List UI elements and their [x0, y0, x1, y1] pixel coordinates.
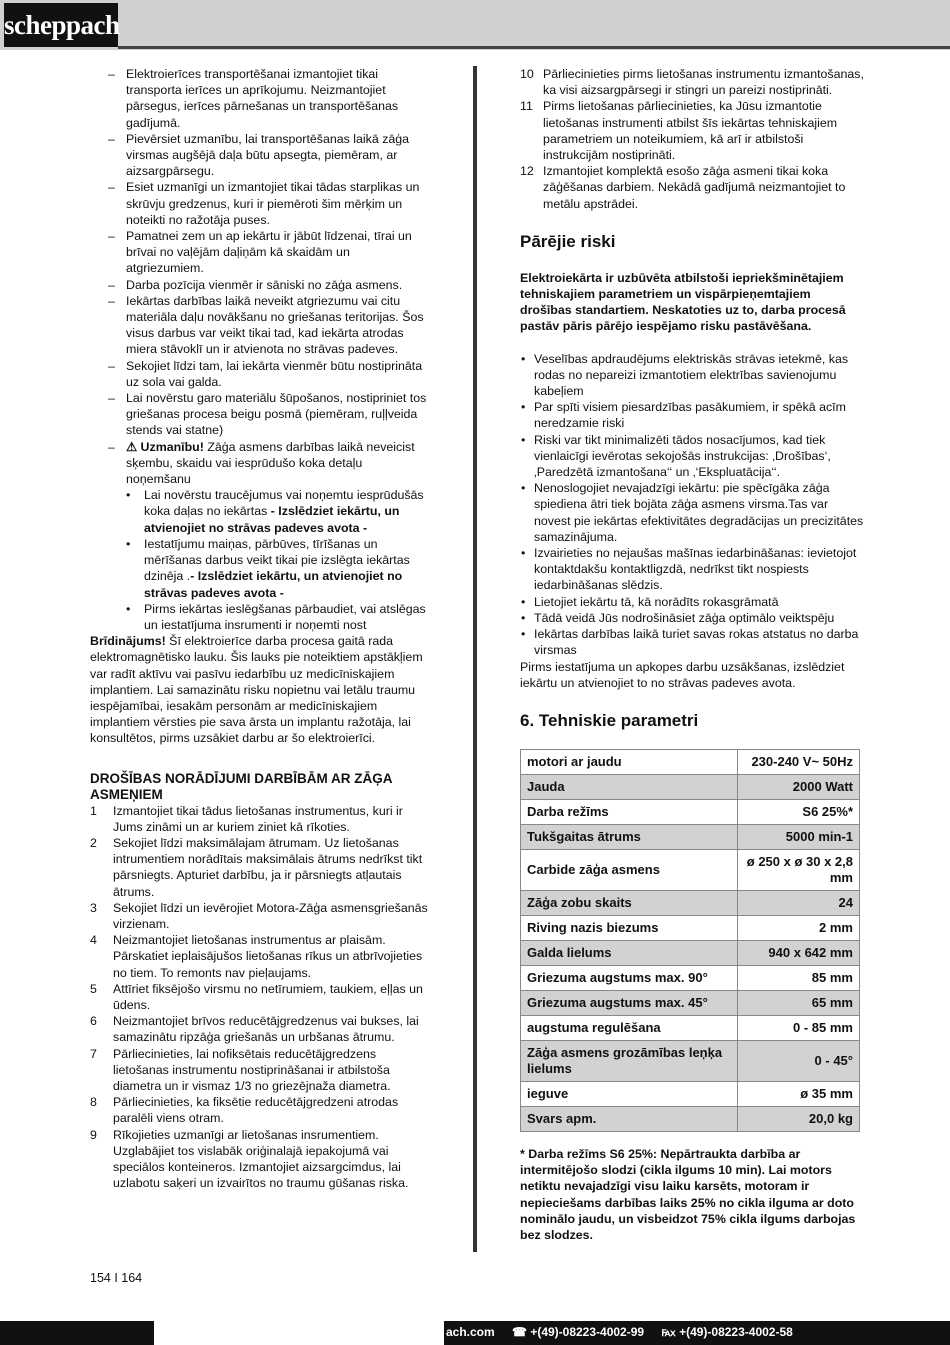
list-item: • Izvairieties no nejaušas mašīnas iedarbināšanas: ievietojot kontaktdakšu kontaktligzdā, nedrīkst tikt nospiests iedarbināšanas slēdzis. [520, 545, 865, 594]
list-item: – Pievērsiet uzmanību, lai transportēšanas laikā zāģa virsmas augšējā daļa būtu apsegta, piemēram, ar aizsargpārsegu. [90, 131, 430, 180]
spec-value: 2 mm [737, 915, 859, 940]
spec-value: 65 mm [737, 990, 859, 1015]
item-number: 9 [90, 1127, 97, 1142]
footer-gap [154, 1321, 444, 1345]
table-row [521, 799, 860, 824]
item-number: 3 [90, 900, 97, 915]
list-item: – Esiet uzmanīgi un izmantojiet tikai tādas starplikas un skrūvju gredzenus, kuri ir piemēroti šim mērķim un noteikti no ražotāja puses. [90, 179, 430, 228]
caution-paragraph [90, 633, 430, 746]
list-item [520, 163, 865, 212]
item-text: Izmantojiet komplektā esošo zāģa asmeni tikai koka zāģēšanas darbiem. Nekādā gadījumā neizmantojiet to metālu apstrādei. [543, 164, 846, 211]
list-item [520, 66, 865, 98]
residual-risks-heading: Pārējie riski [520, 231, 616, 251]
table-row [521, 965, 860, 990]
spec-value: 940 x 642 mm [737, 940, 859, 965]
closing-paragraph: Pirms iestatījuma un apkopes darbu uzsākšanas, izslēdziet iekārtu un atvienojiet to no strāvas padeves avota. [520, 659, 845, 690]
warning-text: Zāģa asmens darbības laikā neveicist sķembu, skaidu vai iesprūdušo koka detaļu noņemšanu [126, 439, 415, 487]
warning-sub-list [126, 487, 430, 633]
list-item: • Riski var tikt minimalizēti tādos nosacījumos, kad tiek vienlaicīgi ievērotas sekojošās instrukcijas: ‚Drošības‘, ‚Paredzētā izmantošana‘‘ un ‚‘Ekspluatācija‘‘. [520, 432, 865, 481]
sub-text: Iestatījumu maiņas, pārbūves, tīrīšanas un mērīšanas darbus veikt tikai pie izslēgta iekārtas dzinēja . [144, 536, 410, 584]
list-item [90, 803, 430, 835]
numbered-list [90, 803, 430, 1192]
column-divider [473, 66, 477, 1252]
risk-list [520, 351, 865, 659]
list-item [90, 981, 430, 1013]
sub-bold: - Izslēdziet iekārtu, un atvienojiet no strāvas padeves avota - [144, 569, 403, 600]
item-text: Neizmantojiet lietošanas instrumentus ar plaisām. Pārskatiet ieplaisājušos lietošanas rīkus un atbrīvojieties no tiem. To remonts nav pieļaujams. [113, 933, 423, 980]
item-text: Pirms lietošanas pārliecinieties, ka Jūsu izmantotie lietošanas instrumenti atbilst šīs iekārtas tehniskajiem parametriem un noteikumiem, kā arī ir atbilstoši instrukcijām nostiprināti. [543, 99, 838, 163]
warning-item [90, 439, 430, 633]
spec-label: augstuma regulēšana [521, 1015, 738, 1040]
spec-value: 0 - 85 mm [737, 1015, 859, 1040]
list-item: • Veselības apdraudējums elektriskās strāvas ietekmē, kas rodas no nepareizi izmantotiem elektrības savienojumu kabeļiem [520, 351, 865, 400]
list-item [90, 835, 430, 900]
list-item [90, 1127, 430, 1192]
table-row [521, 824, 860, 849]
header-band [0, 0, 950, 50]
list-item [90, 1013, 430, 1045]
list-item [520, 98, 865, 163]
list-item: – Darba pozīcija vienmēr ir sāniski no zāģa asmens. [90, 277, 430, 293]
table-row [521, 1081, 860, 1106]
table-row [521, 890, 860, 915]
spec-label: Griezuma augstums max. 45° [521, 990, 738, 1015]
table-row [521, 1106, 860, 1131]
item-number: 10 [520, 67, 534, 81]
item-text: Attīriet fiksējošo virsmu no netīrumiem, taukiem, eļļas un ūdens. [113, 981, 423, 1012]
table-row [521, 940, 860, 965]
spec-label: Zāģa zobu skaits [521, 890, 738, 915]
item-text: Neizmantojiet brīvos reducētājgredzenus vai bukses, lai samazinātu ripzāģa griešanās un urbšanas ātrumu. [113, 1014, 419, 1045]
item-number: 4 [90, 933, 97, 948]
spec-label: Jauda [521, 774, 738, 799]
list-item: • Tādā veidā Jūs nodrošināsiet zāģa optimālo veiktspēju [520, 610, 865, 626]
right-column [520, 66, 865, 1243]
list-item: • Par spīti visiem piesardzības pasākumiem, ir spēkā acīm neredzamie riski [520, 399, 865, 431]
spec-label: Riving nazis biezums [521, 915, 738, 940]
item-number: 2 [90, 835, 97, 850]
spec-value: 230-240 V~ 50Hz [737, 749, 859, 774]
spec-label: motori ar jaudu [521, 749, 738, 774]
item-number: 1 [90, 803, 97, 818]
numbered-list [520, 66, 865, 212]
table-row [521, 915, 860, 940]
tech-params-heading: 6. Tehniskie parametri [520, 710, 699, 730]
list-item [90, 1094, 430, 1126]
spec-value: S6 25%* [737, 799, 859, 824]
footer-fax: ℻ +(49)-08223-4002-58 [661, 1325, 793, 1339]
caution-text: Šī elektroierīce darba procesa gaitā rada elektromagnētisko lauku. Šis lauks pie noteiktiem apstākļiem var radīt aktīvu vai pasīvu iedarbību uz medicīniskajiem implantiem. Lai samazinātu risku nopietnu vai letālu traumu iespējamībai, iesakām personām ar medicīniskajiem implantiem vērsties pie sava ārsta un implantu ražotāja, lai konsultētos, pirms uzsākiet darbu ar šo elektroierīci. [90, 634, 423, 746]
spec-label: Svars apm. [521, 1106, 738, 1131]
item-number: 7 [90, 1046, 97, 1061]
brand-logo[interactable]: scheppach [4, 3, 118, 47]
spec-value: ø 35 mm [737, 1081, 859, 1106]
spec-label: Galda lielums [521, 940, 738, 965]
spec-value: 24 [737, 890, 859, 915]
item-text: Izmantojiet tikai tādus lietošanas instrumentus, kuri ir Jums zināmi un ar kuriem ziniet kā rīkoties. [113, 803, 403, 834]
residual-intro: Elektroiekārta ir uzbūvēta atbilstoši iepriekšminētajiem tehniskajiem parametriem un vispārpieņemtajiem drošības standartiem. Neskatoties uz to, darba procesā pastāv pāris pārējo iespējamo risku pastāvēšana. [520, 270, 846, 334]
spec-value: 0 - 45° [737, 1040, 859, 1081]
item-number: 8 [90, 1095, 97, 1110]
list-item [126, 487, 430, 536]
footer-contacts [446, 1325, 807, 1339]
list-item: • Iekārtas darbības laikā turiet savas rokas atstatus no darba virsmas [520, 626, 865, 658]
spec-value: 85 mm [737, 965, 859, 990]
spec-label: Tukšgaitas ātrums [521, 824, 738, 849]
header-divider [118, 46, 950, 49]
spec-table [520, 749, 860, 1132]
list-item: – Sekojiet līdzi tam, lai iekārta vienmēr būtu nostiprināta uz sola vai galda. [90, 358, 430, 390]
item-number: 11 [520, 99, 533, 114]
spec-value: 5000 min-1 [737, 824, 859, 849]
list-item [90, 932, 430, 981]
table-row [521, 749, 860, 774]
item-text: Pārliecinieties pirms lietošanas instrumentu izmantošanas, ka visi aizsargpārsegi ir stingri un pareizi nostiprināti. [543, 67, 864, 98]
sub-bold: - Izslēdziet iekārtu, un atvienojiet no strāvas padeves avota - [144, 504, 400, 535]
table-row [521, 774, 860, 799]
spec-value: ø 250 x ø 30 x 2,8 mm [737, 849, 859, 890]
footer-web[interactable]: ach.com [446, 1325, 495, 1339]
item-text: Sekojiet līdzi un ievērojiet Motora-Zāģa asmensgriešanās virzienam. [113, 900, 428, 931]
list-item: – Pamatnei zem un ap iekārtu ir jābūt līdzenai, tīrai un brīvai no vaļējām daļiņām kā skaidām un atgriezumiem. [90, 228, 430, 277]
left-column [90, 66, 430, 1191]
item-text: Pārliecinieties, ka fiksētie reducētājgredzeni atrodas paralēli viens otram. [113, 1095, 399, 1126]
list-item: • Nenoslogojiet nevajadzīgi iekārtu: pie spēcīgāka zāģa spiediena ātri tiek bojāta zāģa asmens virsma.Tas var novest pie iekārtas efektivitātes degradācijas un precizitātes samazinājuma. [520, 480, 865, 545]
item-number: 12 [520, 164, 534, 179]
spec-label: Zāģa asmens grozāmības leņķa lielums [521, 1040, 738, 1081]
spec-label: Darba režīms [521, 799, 738, 824]
table-row [521, 1040, 860, 1081]
spec-label: Griezuma augstums max. 90° [521, 965, 738, 990]
spec-label: ieguve [521, 1081, 738, 1106]
item-number: 6 [90, 1014, 97, 1029]
list-item: • Lietojiet iekārtu tā, kā norādīts rokasgrāmatā [520, 594, 865, 610]
table-row [521, 990, 860, 1015]
safety-dash-list [90, 66, 430, 633]
list-item: – Lai novērstu garo materiālu šūpošanos, nostipriniet tos griešanas procesa beigu posmā (piemēram, ruļļveida stends vai statne) [90, 390, 430, 439]
item-number: 5 [90, 981, 97, 996]
table-row [521, 1015, 860, 1040]
spec-label: Carbide zāģa asmens [521, 849, 738, 890]
page-number: 154 I 164 [90, 1271, 143, 1285]
list-item: • Pirms iekārtas ieslēgšanas pārbaudiet, vai atslēgas un iestatījuma insrumenti ir noņemti nost [126, 601, 430, 633]
list-item [90, 1046, 430, 1095]
item-text: Rīkojieties uzmanīgi ar lietošanas insrumentiem. Uzglabājiet tos vislabāk oriģinalajā iepakojumā vai speciālos konteineros. Izmantojiet aizsargcimdus, lai uzlabotu saķeri un izvairītos no traumu gūšanas riska. [113, 1127, 409, 1191]
item-text: Pārliecinieties, lai nofiksētais reducētājgredzens lietošanas instrumentu nostiprināšanai ir atbilstoša diametra un ir vismaz 1/3 no griezējnaža diametra. [113, 1046, 391, 1093]
spec-value: 2000 Watt [737, 774, 859, 799]
sub-text: Lai novērstu traucējumus vai noņemtu iesprūdušās koka daļas no iekārtas [144, 488, 424, 519]
caution-label: Brīdinājums! [90, 634, 166, 649]
list-item: – Elektroierīces transportēšanai izmantojiet tikai transporta ierīces un aprīkojumu. Neizmantojiet pārsegus, ierīces pārnešanas un transportēšanas gadījumā. [90, 66, 430, 131]
table-row [521, 849, 860, 890]
footer-phone: ☎ +(49)-08223-4002-99 [512, 1325, 645, 1339]
section-heading: DROŠĪBAS NORĀDĪJUMI DARBĪBĀM AR ZĀĢA ASMEŅIEM [90, 770, 392, 802]
list-item: – Iekārtas darbības laikā neveikt atgriezumu vai citu materiāla daļu novākšanu no griešanas teritorijas. Šos visus darbus var veikt tikai tad, kad iekārta atrodas miera stāvoklī un ir atvienota no strāvas padeves. [90, 293, 430, 358]
list-item [126, 536, 430, 601]
list-item [90, 900, 430, 932]
warning-label: ⚠ Uzmanību! [126, 439, 204, 454]
item-text: Sekojiet līdzi maksimālajam ātrumam. Uz lietošanas intrumentiem norādītais maksimālais ātrums nedrīkst tikt pārsniegts. Apturiet darbību, ja ir pārsniegts atļautais ātrums. [113, 835, 423, 899]
footnote: * Darba režīms S6 25%: Nepārtraukta darbība ar intermitējošo slodzi (cikla ilgums 10 min). Lai motors netiktu nevajadzīgi visu laiku karsēts, motoram ir nepieciešams darbības laiks 25% no cikla ilguma ar doto nominālo jaudu, un visbeidzot 75% cikla ilgums darbojas bez slodzes. [520, 1146, 856, 1242]
spec-value: 20,0 kg [737, 1106, 859, 1131]
